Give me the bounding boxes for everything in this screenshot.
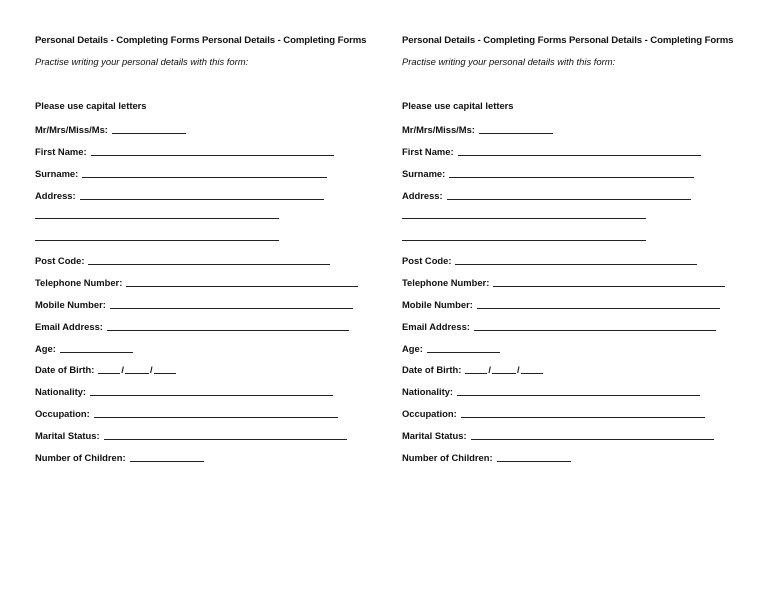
age-row bbox=[35, 340, 133, 354]
age-line[interactable] bbox=[427, 352, 500, 353]
occupation-row bbox=[402, 405, 705, 419]
dob-separator: / bbox=[488, 364, 491, 375]
age-row bbox=[402, 340, 500, 354]
email-label: Email Address: bbox=[402, 321, 470, 332]
occupation-row bbox=[35, 405, 338, 419]
post-code-label: Post Code: bbox=[35, 255, 85, 266]
first-name-row bbox=[402, 143, 701, 157]
title-field-row bbox=[402, 121, 553, 135]
surname-label: Surname: bbox=[402, 168, 446, 179]
address-label: Address: bbox=[402, 190, 443, 201]
address-line-2[interactable] bbox=[35, 218, 279, 219]
dob-year-line[interactable] bbox=[521, 373, 543, 374]
children-label: Number of Children: bbox=[402, 452, 493, 463]
nationality-row bbox=[35, 383, 333, 397]
telephone-row bbox=[402, 274, 725, 288]
children-row bbox=[35, 449, 204, 463]
surname-label: Surname: bbox=[35, 168, 79, 179]
form-title: Personal Details - Completing Forms Personal Details - Completing Forms bbox=[35, 35, 367, 46]
dob-month-line[interactable] bbox=[125, 373, 149, 374]
title-field-label: Mr/Mrs/Miss/Ms: bbox=[402, 124, 475, 135]
dob-label: Date of Birth: bbox=[35, 364, 95, 375]
title-field-line[interactable] bbox=[479, 133, 553, 134]
first-name-label: First Name: bbox=[402, 146, 454, 157]
surname-row bbox=[35, 165, 327, 179]
dob-row bbox=[402, 361, 543, 375]
title-field-row bbox=[35, 121, 186, 135]
form-left bbox=[35, 0, 375, 594]
email-row bbox=[402, 318, 716, 332]
telephone-line[interactable] bbox=[493, 286, 725, 287]
title-field-line[interactable] bbox=[112, 133, 186, 134]
mobile-label: Mobile Number: bbox=[35, 299, 106, 310]
occupation-label: Occupation: bbox=[35, 408, 90, 419]
address-line[interactable] bbox=[447, 199, 691, 200]
dob-day-line[interactable] bbox=[98, 373, 120, 374]
address-row bbox=[35, 187, 324, 201]
marital-status-line[interactable] bbox=[471, 439, 714, 440]
nationality-row bbox=[402, 383, 700, 397]
title-field-label: Mr/Mrs/Miss/Ms: bbox=[35, 124, 108, 135]
form-title: Personal Details - Completing Forms Personal Details - Completing Forms bbox=[402, 35, 734, 46]
children-line[interactable] bbox=[497, 461, 571, 462]
marital-status-label: Marital Status: bbox=[402, 430, 467, 441]
nationality-label: Nationality: bbox=[402, 386, 454, 397]
children-row bbox=[402, 449, 571, 463]
first-name-line[interactable] bbox=[458, 155, 701, 156]
mobile-line[interactable] bbox=[477, 308, 720, 309]
dob-row bbox=[35, 361, 176, 375]
telephone-label: Telephone Number: bbox=[402, 277, 490, 288]
surname-line[interactable] bbox=[82, 177, 327, 178]
form-instruction: Please use capital letters bbox=[35, 100, 147, 111]
first-name-row bbox=[35, 143, 334, 157]
form-instruction: Please use capital letters bbox=[402, 100, 514, 111]
mobile-row bbox=[35, 296, 353, 310]
age-label: Age: bbox=[35, 343, 56, 354]
nationality-label: Nationality: bbox=[35, 386, 87, 397]
dob-separator: / bbox=[121, 364, 124, 375]
marital-status-row bbox=[402, 427, 714, 441]
form-right bbox=[402, 0, 742, 594]
email-line[interactable] bbox=[474, 330, 716, 331]
nationality-line[interactable] bbox=[457, 395, 700, 396]
telephone-line[interactable] bbox=[126, 286, 358, 287]
form-subtitle: Practise writing your personal details with this form: bbox=[402, 56, 616, 67]
nationality-line[interactable] bbox=[90, 395, 333, 396]
occupation-label: Occupation: bbox=[402, 408, 457, 419]
surname-line[interactable] bbox=[449, 177, 694, 178]
children-label: Number of Children: bbox=[35, 452, 126, 463]
mobile-row bbox=[402, 296, 720, 310]
email-label: Email Address: bbox=[35, 321, 103, 332]
dob-day-line[interactable] bbox=[465, 373, 487, 374]
marital-status-label: Marital Status: bbox=[35, 430, 100, 441]
occupation-line[interactable] bbox=[461, 417, 705, 418]
post-code-line[interactable] bbox=[455, 264, 697, 265]
email-line[interactable] bbox=[107, 330, 349, 331]
dob-label: Date of Birth: bbox=[402, 364, 462, 375]
marital-status-line[interactable] bbox=[104, 439, 347, 440]
address-label: Address: bbox=[35, 190, 76, 201]
occupation-line[interactable] bbox=[94, 417, 338, 418]
children-line[interactable] bbox=[130, 461, 204, 462]
email-row bbox=[35, 318, 349, 332]
age-label: Age: bbox=[402, 343, 423, 354]
first-name-line[interactable] bbox=[91, 155, 334, 156]
mobile-line[interactable] bbox=[110, 308, 353, 309]
address-line-2[interactable] bbox=[402, 218, 646, 219]
post-code-row bbox=[402, 252, 697, 266]
address-line-3[interactable] bbox=[35, 240, 279, 241]
dob-year-line[interactable] bbox=[154, 373, 176, 374]
telephone-row bbox=[35, 274, 358, 288]
age-line[interactable] bbox=[60, 352, 133, 353]
marital-status-row bbox=[35, 427, 347, 441]
address-row bbox=[402, 187, 691, 201]
first-name-label: First Name: bbox=[35, 146, 87, 157]
dob-separator: / bbox=[149, 364, 153, 375]
post-code-row bbox=[35, 252, 330, 266]
mobile-label: Mobile Number: bbox=[402, 299, 473, 310]
post-code-label: Post Code: bbox=[402, 255, 452, 266]
address-line-3[interactable] bbox=[402, 240, 646, 241]
post-code-line[interactable] bbox=[88, 264, 330, 265]
surname-row bbox=[402, 165, 694, 179]
dob-separator: / bbox=[516, 364, 520, 375]
form-subtitle: Practise writing your personal details with this form: bbox=[35, 56, 249, 67]
telephone-label: Telephone Number: bbox=[35, 277, 123, 288]
dob-month-line[interactable] bbox=[492, 373, 516, 374]
address-line[interactable] bbox=[80, 199, 324, 200]
